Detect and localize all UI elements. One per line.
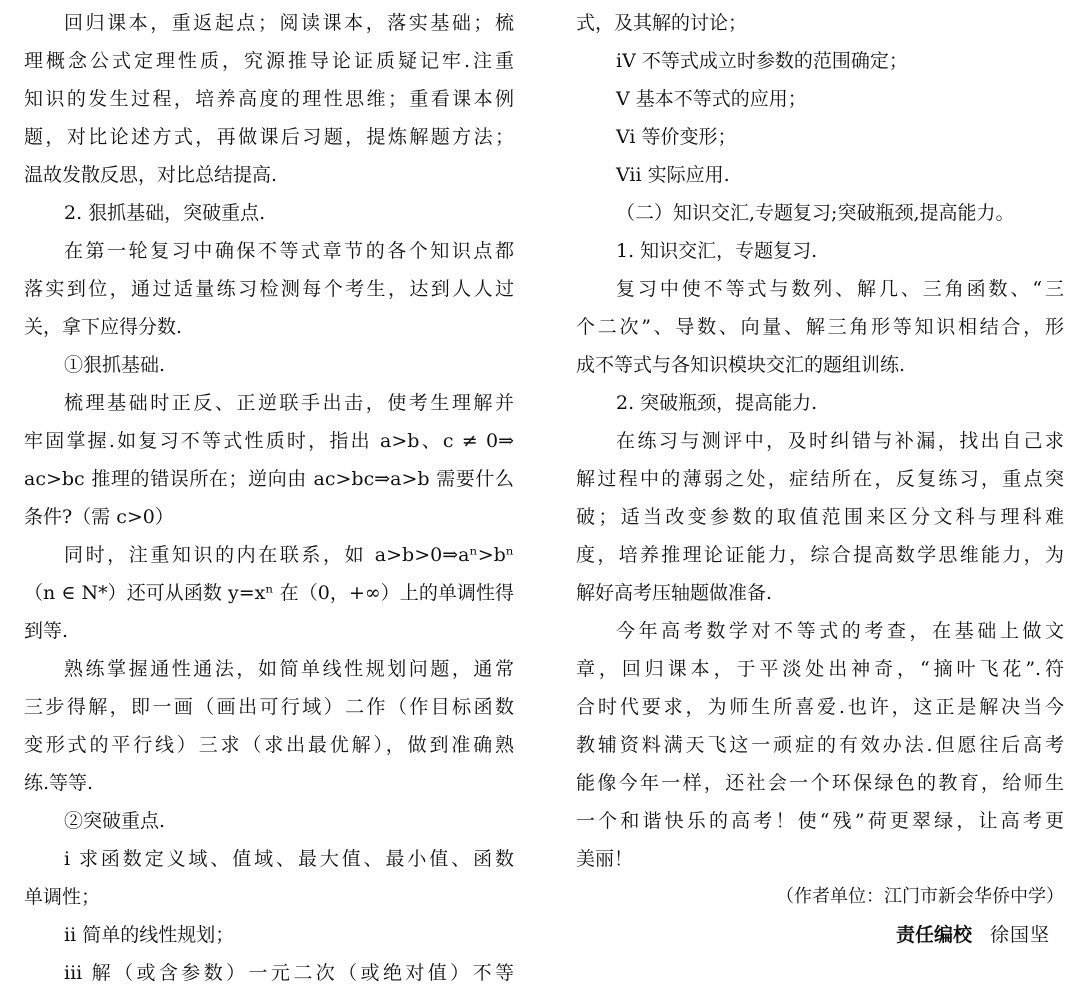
text-line: 2. 狠抓基础，突破重点. — [64, 202, 266, 224]
text-line: 练.等等. — [24, 772, 94, 794]
text-line: 1. 知识交汇，专题复习. — [616, 240, 818, 262]
text-line: Vii 实际应用. — [616, 164, 730, 186]
text-line: 在第一轮复习中确保不等式章节的各个知识点都 — [64, 240, 514, 262]
text-line: 2. 突破瓶颈，提高能力. — [616, 392, 818, 414]
text-line: （n ∈ N*）还可从函数 y=xⁿ 在（0，+∞）上的单调性得 — [24, 582, 514, 604]
text-line: 章，回归课本，于平淡处出神奇，“摘叶飞花”.符 — [576, 658, 1064, 680]
text-line: 合时代要求，为师生所喜爱.也许，这正是解决当今 — [576, 696, 1064, 718]
text-line: 一个和谐快乐的高考！使“残”荷更翠绿，让高考更 — [576, 810, 1064, 832]
text-line: 能像今年一样，还社会一个环保绿色的教育，给师生 — [576, 772, 1064, 794]
text-line: 复习中使不等式与数列、解几、三角函数、“三 — [616, 278, 1064, 300]
text-line: Vi 等价变形； — [616, 126, 737, 148]
text-line: 理概念公式定理性质，究源推导论证质疑记牢.注重 — [24, 50, 514, 72]
text-line: 梳理基础时正反、正逆联手出击，使考生理解并 — [64, 392, 514, 414]
text-line: 变形式的平行线）三求（求出最优解），做到准确熟 — [24, 734, 514, 756]
text-line: iV 不等式成立时参数的范围确定； — [616, 50, 908, 72]
text-line: 度，培养推理论证能力，综合提高数学思维能力，为 — [576, 544, 1064, 566]
text-line: ①狠抓基础. — [64, 354, 166, 376]
text-line: i 求函数定义域、值域、最大值、最小值、函数 — [64, 848, 514, 870]
text-line: 美丽！ — [576, 848, 634, 870]
text-line: 在练习与测评中，及时纠错与补漏，找出自己求 — [616, 430, 1064, 452]
text-line: V 基本不等式的应用； — [616, 88, 807, 110]
text-line: 破；适当改变参数的取值范围来区分文科与理科难 — [576, 506, 1064, 528]
text-line: ac>bc 推理的错误所在；逆向由 ac>bc⇒a>b 需要什么 — [24, 468, 514, 490]
text-line: 题，对比论述方式，再做课后习题，提炼解题方法； — [24, 126, 514, 148]
text-line: 单调性； — [24, 886, 101, 908]
editor-label: 责任编校 — [895, 924, 972, 946]
text-line: 式，及其解的讨论； — [576, 12, 748, 34]
editor-name: 徐国坚 — [989, 924, 1050, 946]
text-line: （二）知识交汇,专题复习;突破瓶颈,提高能力。 — [616, 202, 1015, 224]
text-line: ②突破重点. — [64, 810, 166, 832]
text-line: 成不等式与各知识模块交汇的题组训练. — [576, 354, 906, 376]
text-line: 教辅资料满天飞这一顽症的有效办法.但愿往后高考 — [576, 734, 1064, 756]
right-column-body — [576, 4, 1064, 878]
text-line: 个二次”、导数、向量、解三角形等知识相结合，形 — [576, 316, 1064, 338]
text-line: 条件?（需 c>0） — [24, 506, 174, 528]
right-column — [576, 4, 1064, 954]
text-line: iii 解（或含参数）一元二次（或绝对值）不等 — [64, 962, 514, 984]
text-line: 关，拿下应得分数. — [24, 316, 183, 338]
left-column — [24, 4, 514, 992]
text-line: 解好高考压轴题做准备. — [576, 582, 773, 604]
author-unit: （作者单位：江门市新会华侨中学） — [776, 886, 1064, 907]
text-line: 温故发散反思，对比总结提高. — [24, 164, 278, 186]
text-line: ii 简单的线性规划； — [64, 924, 235, 946]
text-line: 解过程中的薄弱之处，症结所在，反复练习，重点突 — [576, 468, 1064, 490]
text-line: 牢固掌握.如复习不等式性质时，指出 a>b、c ≠ 0⇒ — [24, 430, 514, 452]
text-line: 熟练掌握通性通法，如简单线性规划问题，通常 — [64, 658, 514, 680]
text-line: 落实到位，通过适量练习检测每个考生，达到人人过 — [24, 278, 514, 300]
editor-credit — [576, 916, 1064, 954]
text-line: 回归课本，重返起点；阅读课本，落实基础；梳 — [64, 12, 514, 34]
text-line: 知识的发生过程，培养高度的理性思维；重看课本例 — [24, 88, 514, 110]
text-line: 今年高考数学对不等式的考查，在基础上做文 — [616, 620, 1064, 642]
text-line: 到等. — [24, 620, 69, 642]
text-line: 同时，注重知识的内在联系，如 a>b>0⇒aⁿ>bⁿ — [64, 544, 514, 566]
text-line: 三步得解，即一画（画出可行域）二作（作目标函数 — [24, 696, 514, 718]
